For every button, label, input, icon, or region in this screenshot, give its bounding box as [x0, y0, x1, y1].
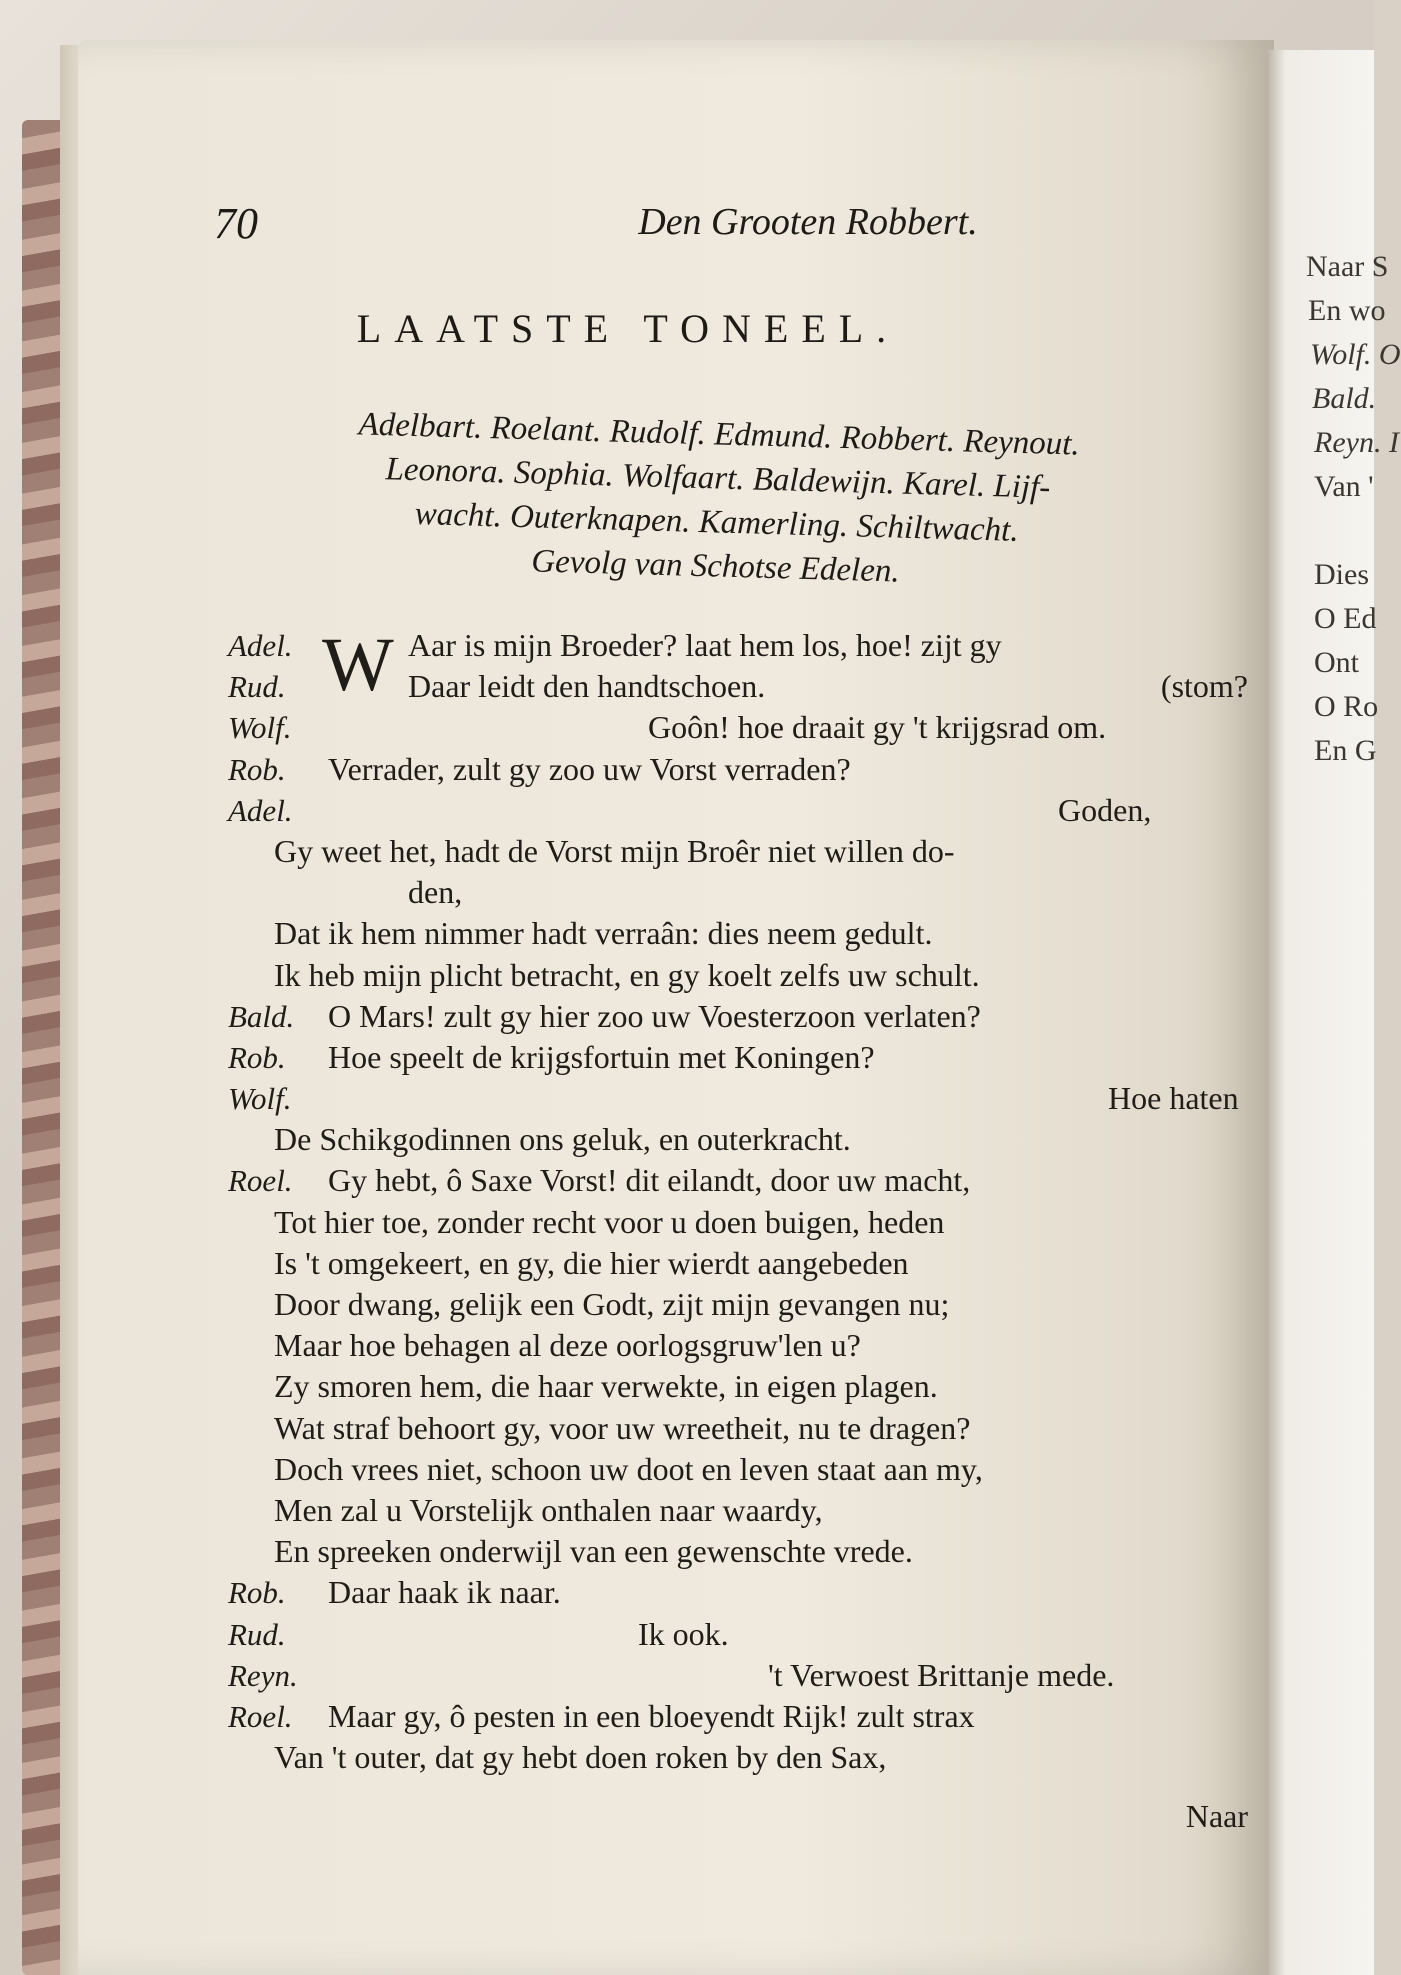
verse-text: Maar hoe behagen al deze oorlogsgruw'len u? [274, 1327, 861, 1364]
verse-text: Maar gy, ô pesten in een bloeyendt Rijk! zult strax [328, 1697, 975, 1734]
verse-text: Van 't outer, dat gy hebt doen roken by den Sax, [274, 1739, 887, 1776]
facing-page-line: Ont [1314, 646, 1359, 679]
verse-text: Daar haak ik naar. [328, 1574, 561, 1611]
verse-text: Zy smoren hem, die haar verwekte, in eigen plagen. [274, 1368, 938, 1405]
facing-page-line: Van ' [1314, 470, 1374, 503]
verse-text: Is 't omgekeert, en gy, die hier wierdt aangebeden [274, 1244, 909, 1281]
dialogue-line [228, 1796, 1248, 1837]
speaker-name: Rob. [228, 1575, 286, 1611]
dialogue-line [228, 1037, 1248, 1078]
facing-page-line: En G [1314, 734, 1377, 767]
dialogue-line [228, 1696, 1248, 1737]
verse-text: Dat ik hem nimmer hadt verraân: dies neem gedult. [274, 915, 933, 952]
dialogue-line [228, 1325, 1248, 1366]
verse-text: Tot hier toe, zonder recht voor u doen buigen, heden [274, 1203, 945, 1240]
dialogue-line [228, 1202, 1248, 1243]
drop-cap: W [322, 623, 394, 707]
dialogue-line [228, 1078, 1248, 1119]
dialogue-line [228, 1449, 1248, 1490]
dialogue-block [228, 625, 1248, 1837]
speaker-name: Roel. [228, 1163, 293, 1199]
verse-text: Gy hebt, ô Saxe Vorst! dit eilandt, door uw macht, [328, 1162, 971, 1199]
verse-text: Verrader, zult gy zoo uw Vorst verraden? [328, 750, 851, 787]
dialogue-line [228, 831, 1248, 872]
facing-page-line: Bald. [1312, 382, 1377, 415]
speaker-name: Adel. [228, 792, 293, 828]
dialogue-line [228, 955, 1248, 996]
speaker-name: Rob. [228, 751, 286, 787]
speaker-name: Wolf. [228, 710, 292, 746]
speaker-name: Rud. [228, 669, 286, 705]
verse-text: En spreeken onderwijl van een gewenschte vrede. [274, 1533, 913, 1570]
verse-text: 't Verwoest Brittanje mede. [768, 1656, 1115, 1693]
speaker-name: Rud. [228, 1616, 286, 1652]
cast-line: Leonora. Sophia. Wolfaart. Baldewijn. Karel. Lijf- [385, 451, 1051, 506]
facing-page-line: Wolf. O [1310, 338, 1401, 371]
verse-text: Doch vrees niet, schoon uw doot en leven staat aan my, [274, 1450, 983, 1487]
dialogue-line [228, 790, 1248, 831]
speaker-name: Adel. [228, 628, 293, 663]
verse-text: De Schikgodinnen ons geluk, en outerkracht. [274, 1121, 851, 1158]
verse-text: Daar leidt den handtschoen. [408, 668, 766, 705]
facing-page-line: Reyn. I [1314, 426, 1399, 459]
facing-page-line: Dies [1314, 558, 1369, 591]
dialogue-line [228, 1119, 1248, 1160]
verse-text: Hoe haten [1108, 1080, 1239, 1117]
dialogue-line [228, 1366, 1248, 1407]
dialogue-line [228, 1614, 1248, 1655]
verse-text: Goôn! hoe draait gy 't krijgsrad om. [648, 709, 1107, 746]
scene-title: LAATSTE TONEEL. [356, 306, 900, 351]
speaker-name: Wolf. [228, 1081, 292, 1117]
verse-text: Men zal u Vorstelijk onthalen naar waardy, [274, 1491, 823, 1528]
running-head: Den Grooten Robbert. [638, 201, 978, 243]
cast-line: wacht. Outerknapen. Kamerling. Schiltwacht. [414, 496, 1020, 549]
dialogue-line [228, 1490, 1248, 1531]
dialogue-line [228, 1284, 1248, 1325]
page-number: 70 [214, 199, 258, 248]
dialogue-line [228, 749, 1248, 790]
verse-turnover: (stom? [1160, 668, 1248, 705]
cast-line: Gevolg van Schotse Edelen. [530, 543, 901, 590]
cast-list [195, 398, 1240, 603]
verse-text: Goden, [1058, 791, 1152, 828]
verse-text: Wat straf behoort gy, voor uw wreetheit, nu te dragen? [274, 1409, 971, 1446]
dialogue-line [228, 1160, 1248, 1201]
verse-text: Gy weet het, hadt de Vorst mijn Broêr niet willen do- [274, 832, 955, 869]
dialogue-line [228, 666, 1248, 707]
facing-page-line: O Ro [1314, 690, 1379, 723]
dialogue-line [228, 872, 1248, 913]
dialogue-line [228, 1572, 1248, 1613]
verse-text: Aar is mijn Broeder? laat hem los, hoe! zijt gy [408, 627, 1002, 663]
facing-page [1266, 50, 1401, 1975]
dialogue-line [228, 996, 1248, 1037]
dialogue-line [228, 1243, 1248, 1284]
dialogue-line [228, 707, 1248, 748]
dialogue-line [228, 1655, 1248, 1696]
speaker-name: Roel. [228, 1698, 293, 1734]
verse-text: Ik heb mijn plicht betracht, en gy koelt zelfs uw schult. [274, 956, 980, 993]
verse-text: Hoe speelt de krijgsfortuin met Koningen? [328, 1038, 875, 1075]
verse-text: Ik ook. [638, 1615, 729, 1652]
dialogue-line [228, 1408, 1248, 1449]
facing-page-line: Naar S [1306, 250, 1389, 283]
verse-text: Door dwang, gelijk een Godt, zijt mijn gevangen nu; [274, 1286, 950, 1322]
verse-text: O Mars! zult gy hier zoo uw Voesterzoon verlaten? [328, 997, 981, 1034]
facing-page-line: En wo [1308, 294, 1386, 327]
speaker-name: Bald. [228, 998, 295, 1034]
page-header [78, 198, 1274, 248]
facing-page-line: O Ed [1314, 602, 1377, 635]
dialogue-line [228, 1737, 1248, 1778]
dialogue-line [228, 913, 1248, 954]
speaker-name: Reyn. [228, 1657, 298, 1693]
verse-text: den, [408, 874, 463, 911]
cast-line: Adelbart. Roelant. Rudolf. Edmund. Robbert. Reynout. [358, 406, 1081, 463]
speaker-name: Rob. [228, 1039, 286, 1075]
dialogue-line [228, 1531, 1248, 1572]
catchword: Naar [1185, 1798, 1248, 1835]
